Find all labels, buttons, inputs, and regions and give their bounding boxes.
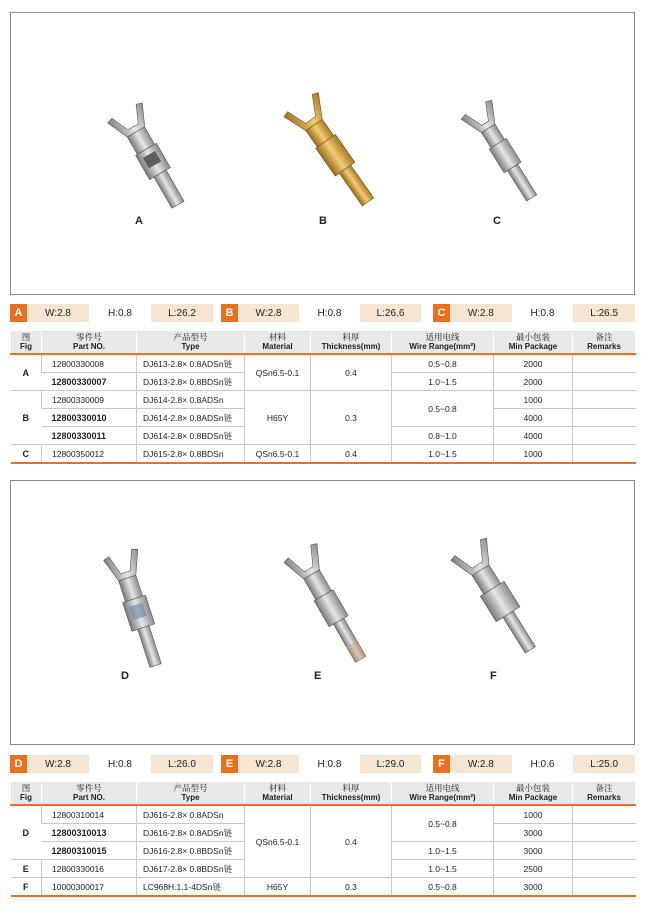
spec-height: H:0.8: [89, 755, 151, 773]
spec-badge-b: B: [221, 304, 238, 322]
spec-width: W:2.8: [467, 307, 494, 319]
table-header-row: [11, 331, 636, 354]
fig-label-c: C: [493, 215, 501, 227]
fig-label-d: D: [121, 670, 129, 682]
spec-bar-e: [221, 755, 421, 773]
type-cell: DJ615-2.8× 0.8BDSn: [137, 445, 245, 464]
col-material: [245, 331, 311, 354]
terminal-a-image: [91, 98, 211, 223]
thickness-cell: 0.4: [311, 445, 392, 464]
type-cell: DJ616-2.8× 0.8BDSn链: [137, 842, 245, 860]
header-cn: 图: [21, 783, 31, 793]
wire-cell: 1.0~1.5: [392, 373, 494, 391]
remarks-cell: [573, 354, 636, 373]
remarks-cell: [573, 427, 636, 445]
type-cell: DJ614-2.8× 0.8ADSn链: [137, 409, 245, 427]
col-part: [42, 331, 137, 354]
type-cell: DJ613-2.8× 0.8BDSn链: [137, 373, 245, 391]
package-cell: 2000: [494, 354, 573, 373]
thickness-cell: 0.4: [311, 805, 392, 878]
part-number: 12800330016: [42, 860, 137, 878]
package-cell: 3000: [494, 842, 573, 860]
material-cell: QSn6.5-0.1: [245, 805, 311, 878]
header-cn: 图: [21, 332, 31, 342]
spec-badge-c: C: [433, 304, 450, 322]
spec-height: H:0.8: [512, 304, 574, 322]
spec-length: L:26.5: [590, 307, 619, 319]
header-cn: 零件号: [76, 783, 102, 793]
part-number: 12800330008: [42, 354, 137, 373]
header-en: Wire Range(mm²): [409, 342, 476, 351]
fig-label-b: B: [319, 215, 327, 227]
header-en: Remarks: [587, 342, 621, 351]
table-row: [11, 805, 636, 824]
spec-height: H:0.8: [89, 304, 151, 322]
terminal-d-image: [79, 546, 199, 676]
header-cn: 最小包装: [515, 783, 550, 793]
header-cn: 料厚: [342, 332, 360, 342]
header-en: Wire Range(mm²): [409, 793, 476, 802]
wire-cell: 0.8~1.0: [392, 427, 494, 445]
spec-badge-f: F: [433, 755, 450, 773]
thickness-cell: 0.4: [311, 354, 392, 391]
header-cn: 适用电线: [425, 783, 460, 793]
package-cell: 4000: [494, 409, 573, 427]
header-en: Remarks: [587, 793, 621, 802]
type-cell: DJ614-2.8× 0.8ADSn: [137, 391, 245, 409]
header-cn: 备注: [595, 783, 613, 793]
material-cell: H65Y: [245, 878, 311, 897]
header-en: Part NO.: [72, 342, 105, 351]
fig-label-e: E: [314, 670, 322, 682]
part-number: 12800330010: [42, 409, 137, 427]
spec-badge-d: D: [10, 755, 27, 773]
part-number: 12800330007: [42, 373, 137, 391]
col-wire: [392, 331, 494, 354]
col-part: [42, 782, 137, 805]
remarks-cell: [573, 373, 636, 391]
part-number: 12800330011: [42, 427, 137, 445]
remarks-cell: [573, 391, 636, 409]
col-type: [137, 782, 245, 805]
spec-width: W:2.8: [255, 758, 282, 770]
package-cell: 3000: [494, 824, 573, 842]
header-en: Fig: [20, 793, 32, 802]
spec-width: W:2.8: [255, 307, 282, 319]
col-package: [494, 782, 573, 805]
col-remarks: [573, 331, 636, 354]
spec-width: W:2.8: [467, 758, 494, 770]
fig-cell: B: [11, 391, 42, 445]
wire-cell: 1.0~1.5: [392, 842, 494, 860]
col-remarks: [573, 782, 636, 805]
table-row: [11, 391, 636, 409]
spec-bar-a: [10, 304, 213, 322]
spec-table-2: [10, 782, 636, 897]
terminal-b-image: [271, 85, 396, 220]
fig-cell: A: [11, 354, 42, 391]
col-wire: [392, 782, 494, 805]
fig-label-f: F: [490, 670, 497, 682]
header-cn: 产品型号: [173, 332, 208, 342]
package-cell: 3000: [494, 878, 573, 897]
package-cell: 1000: [494, 445, 573, 464]
fig-cell: E: [11, 860, 42, 878]
table-header-row: [11, 782, 636, 805]
header-en: Fig: [20, 342, 32, 351]
remarks-cell: [573, 824, 636, 842]
remarks-cell: [573, 409, 636, 427]
col-fig: [11, 782, 42, 805]
spec-height: H:0.6: [512, 755, 574, 773]
type-cell: LC968H.1.1-4DSn链: [137, 878, 245, 897]
part-number: 12800350012: [42, 445, 137, 464]
type-cell: DJ616-2.8× 0.8ADSn链: [137, 824, 245, 842]
type-cell: DJ613-2.8× 0.8ADSn链: [137, 354, 245, 373]
part-number: 12800310015: [42, 842, 137, 860]
spec-height: H:0.8: [299, 755, 360, 773]
thickness-cell: 0.3: [311, 878, 392, 897]
remarks-cell: [573, 878, 636, 897]
spec-badge-a: A: [10, 304, 27, 322]
spec-width: W:2.8: [45, 307, 71, 319]
header-en: Min Package: [508, 342, 558, 351]
header-cn: 材料: [268, 332, 286, 342]
header-cn: 备注: [595, 332, 613, 342]
product-photo-panel-1: [10, 12, 635, 295]
package-cell: 2000: [494, 373, 573, 391]
header-cn: 材料: [268, 783, 286, 793]
header-cn: 料厚: [342, 783, 360, 793]
col-thickness: [311, 782, 392, 805]
part-number: 12800310014: [42, 805, 137, 824]
spec-bar-f: [433, 755, 635, 773]
spec-height: H:0.8: [299, 304, 360, 322]
spec-width: W:2.8: [45, 758, 71, 770]
fig-cell: F: [11, 878, 42, 897]
table-row: [11, 878, 636, 897]
spec-length: L:29.0: [376, 758, 405, 770]
part-number: 12800310013: [42, 824, 137, 842]
remarks-cell: [573, 805, 636, 824]
package-cell: 2500: [494, 860, 573, 878]
wire-cell: 1.0~1.5: [392, 860, 494, 878]
terminal-f-image: [436, 536, 566, 666]
spec-length: L:26.0: [168, 758, 196, 770]
package-cell: 1000: [494, 391, 573, 409]
col-package: [494, 331, 573, 354]
part-number: 10000300017: [42, 878, 137, 897]
table-row: [11, 354, 636, 373]
spec-badge-e: E: [221, 755, 238, 773]
header-cn: 产品型号: [173, 783, 208, 793]
type-cell: DJ617-2.8× 0.8BDSn链: [137, 860, 245, 878]
header-cn: 最小包装: [515, 332, 550, 342]
terminal-c-image: [451, 93, 561, 218]
header-cn: 适用电线: [425, 332, 460, 342]
wire-cell: 0.5~0.8: [392, 878, 494, 897]
spec-bar-d: [10, 755, 213, 773]
package-cell: 4000: [494, 427, 573, 445]
header-en: Thickness(mm): [321, 793, 381, 802]
wire-cell: 1.0~1.5: [392, 445, 494, 464]
wire-cell: 0.5~0.8: [392, 354, 494, 373]
header-en: Type: [181, 342, 200, 351]
terminal-e-image: [266, 539, 396, 674]
header-en: Material: [262, 342, 293, 351]
type-cell: DJ616-2.8× 0.8ADSn: [137, 805, 245, 824]
type-cell: DJ614-2.8× 0.8BDSn链: [137, 427, 245, 445]
col-thickness: [311, 331, 392, 354]
fig-label-a: A: [135, 215, 143, 227]
fig-cell: D: [11, 805, 42, 860]
header-en: Part NO.: [72, 793, 105, 802]
header-en: Type: [181, 793, 200, 802]
header-en: Min Package: [508, 793, 558, 802]
wire-cell: 0.5~0.8: [392, 391, 494, 427]
package-cell: 1000: [494, 805, 573, 824]
col-material: [245, 782, 311, 805]
header-en: Material: [262, 793, 293, 802]
table-row: [11, 445, 636, 464]
header-cn: 零件号: [76, 332, 102, 342]
thickness-cell: 0.3: [311, 391, 392, 445]
remarks-cell: [573, 860, 636, 878]
col-type: [137, 331, 245, 354]
wire-cell: 0.5~0.8: [392, 805, 494, 842]
remarks-cell: [573, 445, 636, 464]
remarks-cell: [573, 842, 636, 860]
header-en: Thickness(mm): [321, 342, 381, 351]
product-photo-panel-2: [10, 480, 635, 745]
material-cell: H65Y: [245, 391, 311, 445]
spec-bar-b: [221, 304, 421, 322]
spec-bar-c: [433, 304, 635, 322]
fig-cell: C: [11, 445, 42, 464]
material-cell: QSn6.5-0.1: [245, 445, 311, 464]
col-fig: [11, 331, 42, 354]
material-cell: QSn6.5-0.1: [245, 354, 311, 391]
spec-length: L:26.6: [376, 307, 405, 319]
spec-length: L:25.0: [590, 758, 619, 770]
part-number: 12800330009: [42, 391, 137, 409]
spec-table-1: [10, 331, 636, 464]
spec-length: L:26.2: [168, 307, 196, 319]
